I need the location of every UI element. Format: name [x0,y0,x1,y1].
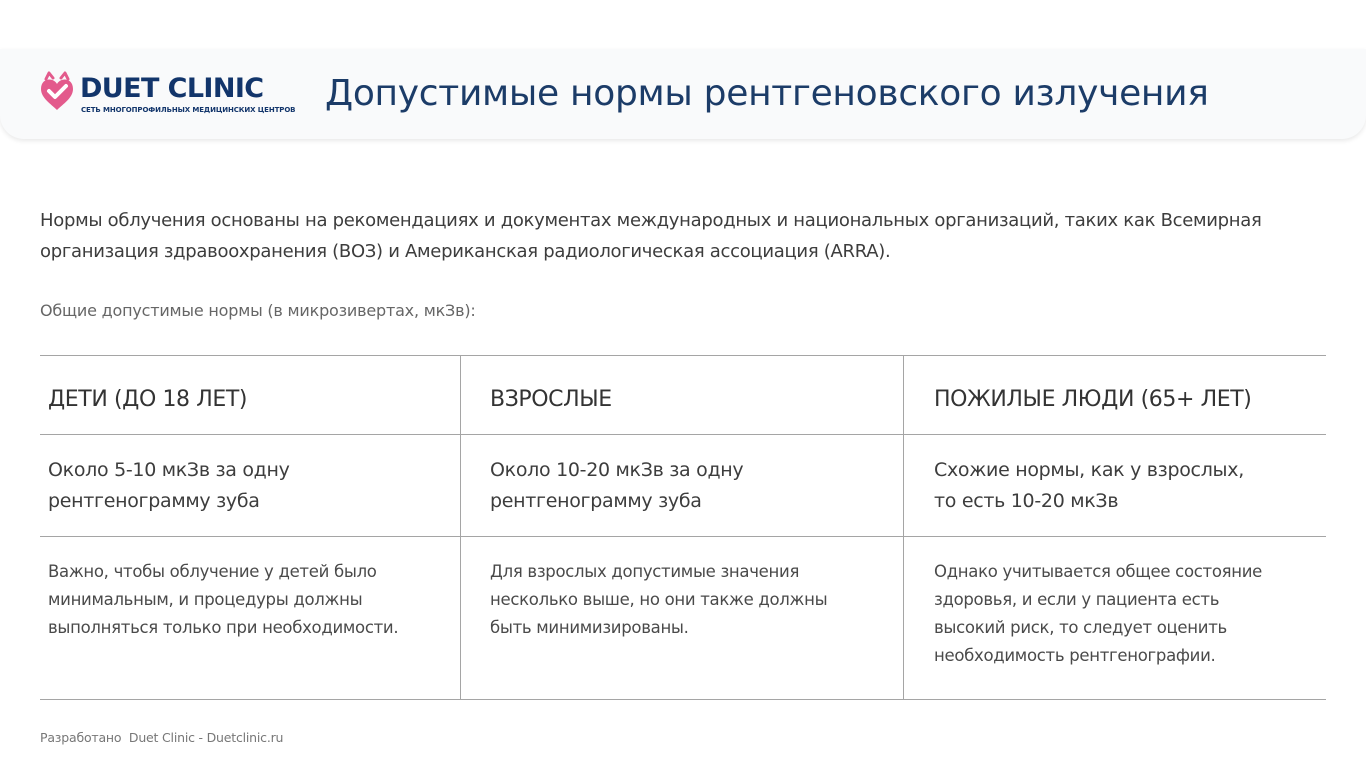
logo-tagline: СЕТЬ МНОГОПРОФИЛЬНЫХ МЕДИЦИНСКИХ ЦЕНТРОВ [81,106,296,114]
text-line: Схожие нормы, как у взрослых, [934,459,1244,481]
table-cell [40,435,460,536]
column-divider [460,356,461,699]
table-cell [40,537,460,699]
norm-value-adults [490,435,889,517]
duet-clinic-logo[interactable] [39,69,296,121]
table-cell [904,537,1326,699]
table-header-row [40,356,1326,435]
norms-subheading: Общие допустимые нормы (в микрозивертах, мкЗв): [40,301,476,320]
text-line: то есть 10-20 мкЗв [934,490,1119,512]
logo-wordmark: DUET CLINIC [80,73,264,104]
table-cell [904,356,1326,434]
page-title: Допустимые нормы рентгеновского излучения [325,73,1209,114]
table-cell [461,435,903,536]
text-line: высокий риск, то следует оценить [934,618,1227,637]
note-elderly [934,537,1312,670]
table-cell [40,356,460,434]
text-line: Около 5-10 мкЗв за одну [48,459,290,481]
footer-credit[interactable]: Разработано Duet Clinic - Duetclinic.ru [40,730,284,745]
text-line: несколько выше, но они также должны [490,590,828,609]
text-line: Важно, чтобы облучение у детей было [48,562,377,581]
radiation-norms-table [40,355,1326,700]
text-line: Однако учитывается общее состояние [934,562,1263,581]
text-line: рентгенограмму зуба [48,490,260,512]
column-header-elderly: ПОЖИЛЫЕ ЛЮДИ (65+ ЛЕТ) [934,387,1252,412]
norm-value-children [48,435,446,517]
table-cell [461,537,903,699]
table-row-norms [40,435,1326,537]
column-header-adults: ВЗРОСЛЫЕ [490,387,612,412]
table-row-notes [40,537,1326,699]
text-line: здоровья, и если у пациента есть [934,590,1220,609]
text-line: рентгенограмму зуба [490,490,702,512]
text-line: Для взрослых допустимые значения [490,562,800,581]
table-cell [461,356,903,434]
text-line: минимальным, и процедуры должны [48,590,363,609]
note-adults [490,537,889,642]
text-line: Около 10-20 мкЗв за одну [490,459,744,481]
column-header-children: ДЕТИ (ДО 18 ЛЕТ) [48,387,248,412]
note-children [48,537,446,642]
table-cell [904,435,1326,536]
text-line: выполняться только при необходимости. [48,618,399,637]
text-line: быть минимизированы. [490,618,689,637]
intro-paragraph: Нормы облучения основаны на рекомендациях и документах международных и национальных организаций, таких как Всемирная организация здравоохранения (ВОЗ) и Американская радиологическая ассоциация (ARRA). [40,210,1262,262]
heart-with-checkmark-icon [39,69,75,113]
norm-value-elderly [934,435,1312,517]
text-line: необходимость рентгенографии. [934,646,1216,665]
column-divider [903,356,904,699]
page-header [0,49,1366,139]
